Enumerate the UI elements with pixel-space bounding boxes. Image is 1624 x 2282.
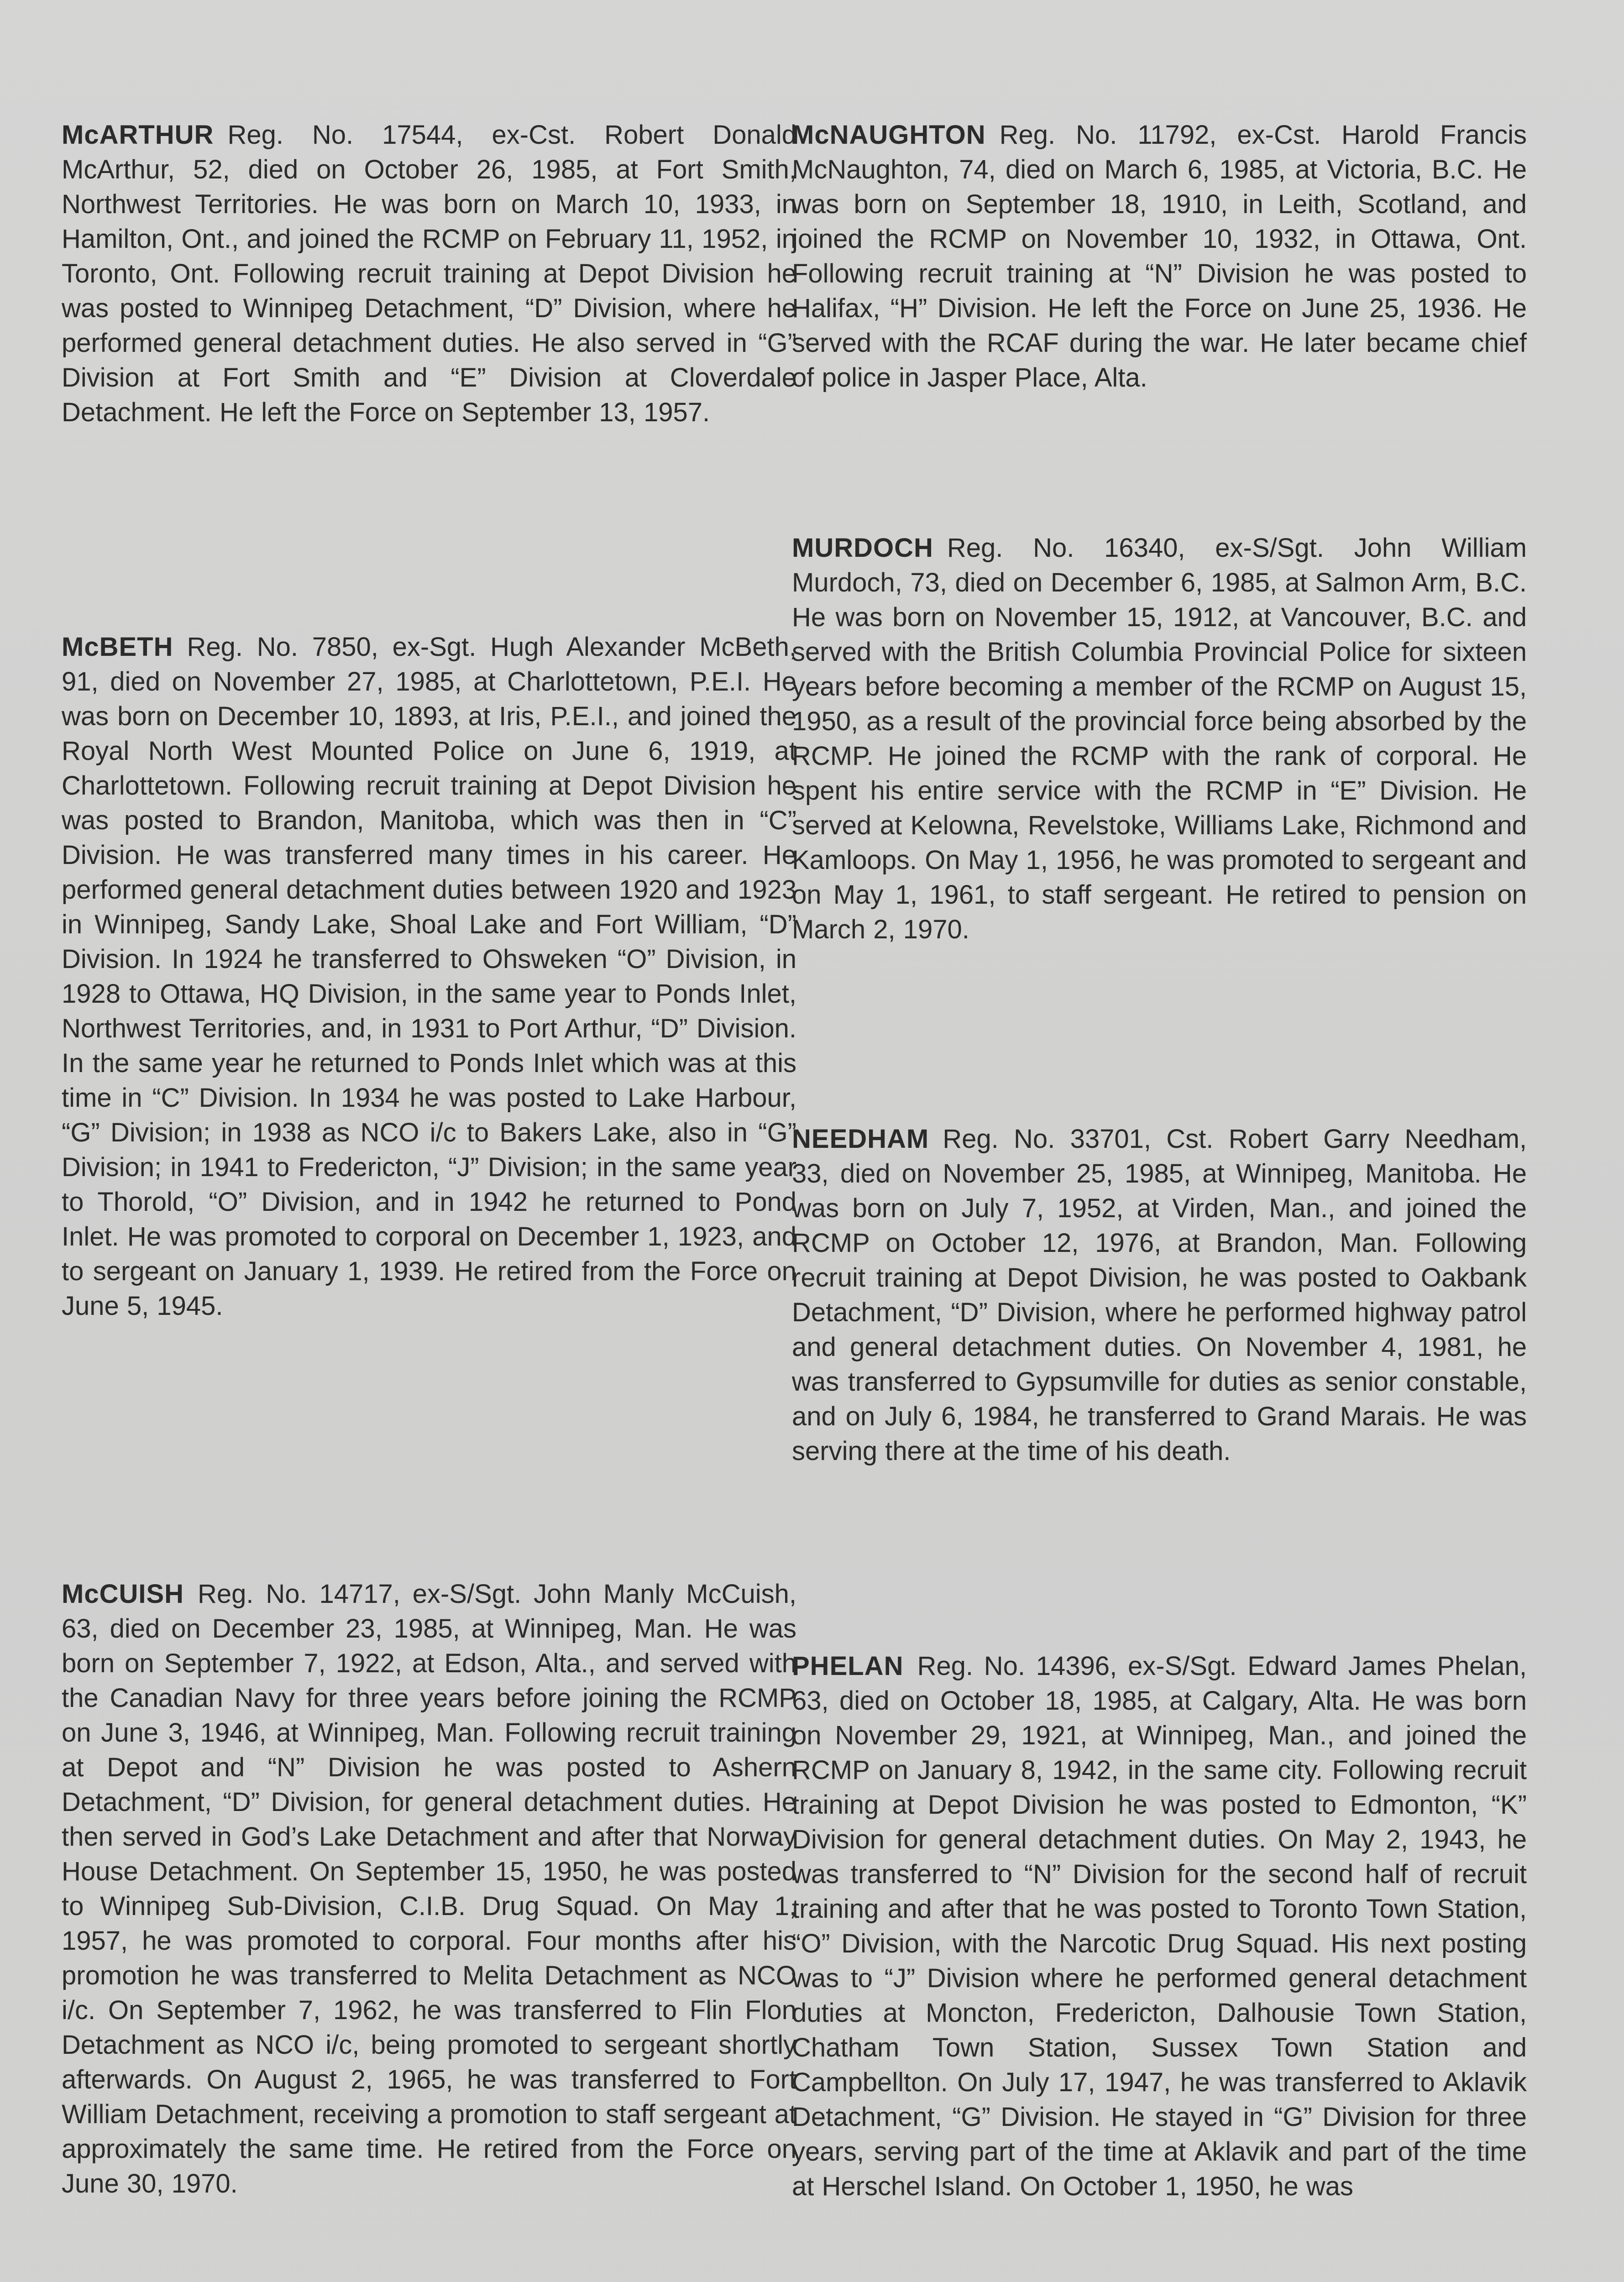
obituary-surname: McNAUGHTON: [792, 120, 986, 150]
obituary-surname: PHELAN: [792, 1651, 904, 1681]
obituary-mccuish: [62, 1577, 796, 2201]
obituary-mcnaughton: [792, 118, 1527, 395]
obituary-text: Reg. No. 11792, ex-Cst. Harold Francis McNaughton, 74, died on March 6, 1985, at Victoria, B.C. He was born on September 18, 1910, in Leith, Scotland, and joined the RCMP on November 10, 1932, in Ottawa, Ont. Following recruit training at “N” Division he was posted to Halifax, “H” Division. He left the Force on June 25, 1936. He served with the RCAF during the war. He later became chief of police in Jasper Place, Alta.: [792, 120, 1527, 393]
obituary-text: Reg. No. 33701, Cst. Robert Garry Needham, 33, died on November 25, 1985, at Winnipeg, Manitoba. He was born on July 7, 1952, at Virden, Man., and joined the RCMP on October 12, 1976, at Brandon, Man. Following recruit training at Depot Division, he was posted to Oakbank Detachment, “D” Division, where he performed highway patrol and general detachment duties. On November 4, 1981, he was transferred to Gypsumville for duties as senior constable, and on July 6, 1984, he transferred to Grand Marais. He was serving there at the time of his death.: [792, 1124, 1527, 1466]
obituary-text: Reg. No. 14396, ex-S/Sgt. Edward James Phelan, 63, died on October 18, 1985, at Calgary, Alta. He was born on November 29, 1921, at Winnipeg, Man., and joined the RCMP on January 8, 1942, in the same city. Following recruit training at Depot Division he was posted to Edmonton, “K” Division for general detachment duties. On May 2, 1943, he was transferred to “N” Division for the second half of recruit training and after that he was posted to Toronto Town Station, “O” Division, with the Narcotic Drug Squad. His next posting was to “J” Division where he performed general detachment duties at Moncton, Fredericton, Dalhousie Town Station, Chatham Town Station, Sussex Town Station and Campbellton. On July 17, 1947, he was transferred to Aklavik Detachment, “G” Division. He stayed in “G” Division for three years, serving part of the time at Aklavik and part of the time at Herschel Island. On October 1, 1950, he was: [792, 1651, 1527, 2201]
obituary-surname: MURDOCH: [792, 533, 933, 563]
obituary-surname: McARTHUR: [62, 120, 214, 150]
obituary-murdoch: [792, 531, 1527, 947]
obituary-text: Reg. No. 7850, ex-Sgt. Hugh Alexander McBeth, 91, died on November 27, 1985, at Charlottetown, P.E.I. He was born on December 10, 1893, at Iris, P.E.I., and joined the Royal North West Mounted Police on June 6, 1919, at Charlottetown. Following recruit training at Depot Division he was posted to Brandon, Manitoba, which was then in “C” Division. He was transferred many times in his career. He performed general detachment duties between 1920 and 1923 in Winnipeg, Sandy Lake, Shoal Lake and Fort William, “D” Division. In 1924 he transferred to Ohsweken “O” Division, in 1928 to Ottawa, HQ Division, in the same year to Ponds Inlet, Northwest Territories, and, in 1931 to Port Arthur, “D” Division. In the same year he returned to Ponds Inlet which was at this time in “C” Division. In 1934 he was posted to Lake Harbour, “G” Division; in 1938 as NCO i/c to Bakers Lake, also in “G” Division; in 1941 to Fredericton, “J” Division; in the same year to Thorold, “O” Division, and in 1942 he returned to Pond Inlet. He was promoted to corporal on December 1, 1923, and to sergeant on January 1, 1939. He retired from the Force on June 5, 1945.: [62, 632, 796, 1321]
obituary-mcbeth: [62, 630, 796, 1324]
obituary-phelan: [792, 1649, 1527, 2204]
obituary-surname: McBETH: [62, 632, 173, 662]
obituary-needham: [792, 1122, 1527, 1469]
obituary-text: Reg. No. 17544, ex-Cst. Robert Donald McArthur, 52, died on October 26, 1985, at Fort Smith, Northwest Territories. He was born on March 10, 1933, in Hamilton, Ont., and joined the RCMP on February 11, 1952, in Toronto, Ont. Following recruit training at Depot Division he was posted to Winnipeg Detachment, “D” Division, where he performed general detachment duties. He also served in “G” Division at Fort Smith and “E” Division at Cloverdale Detachment. He left the Force on September 13, 1957.: [62, 120, 796, 427]
obituary-text: Reg. No. 16340, ex-S/Sgt. John William Murdoch, 73, died on December 6, 1985, at Salmon Arm, B.C. He was born on November 15, 1912, at Vancouver, B.C. and served with the British Columbia Provincial Police for sixteen years before becoming a member of the RCMP on August 15, 1950, as a result of the provincial force being absorbed by the RCMP. He joined the RCMP with the rank of corporal. He spent his entire service with the RCMP in “E” Division. He served at Kelowna, Revelstoke, Williams Lake, Richmond and Kamloops. On May 1, 1956, he was promoted to sergeant and on May 1, 1961, to staff sergeant. He retired to pension on March 2, 1970.: [792, 533, 1527, 944]
obituary-surname: NEEDHAM: [792, 1124, 929, 1154]
obituary-mcarthur: [62, 118, 796, 430]
obituary-text: Reg. No. 14717, ex-S/Sgt. John Manly McCuish, 63, died on December 23, 1985, at Winnipeg, Man. He was born on September 7, 1922, at Edson, Alta., and served with the Canadian Navy for three years before joining the RCMP on June 3, 1946, at Winnipeg, Man. Following recruit training at Depot and “N” Division he was posted to Ashern Detachment, “D” Division, for general detachment duties. He then served in God’s Lake Detachment and after that Norway House Detachment. On September 15, 1950, he was posted to Winnipeg Sub-Division, C.I.B. Drug Squad. On May 1, 1957, he was promoted to corporal. Four months after his promotion he was transferred to Melita Detachment as NCO i/c. On September 7, 1962, he was transferred to Flin Flon Detachment as NCO i/c, being promoted to sergeant shortly afterwards. On August 2, 1965, he was transferred to Fort William Detachment, receiving a promotion to staff sergeant at approximately the same time. He retired from the Force on June 30, 1970.: [62, 1579, 796, 2198]
obituary-surname: McCUISH: [62, 1579, 184, 1609]
